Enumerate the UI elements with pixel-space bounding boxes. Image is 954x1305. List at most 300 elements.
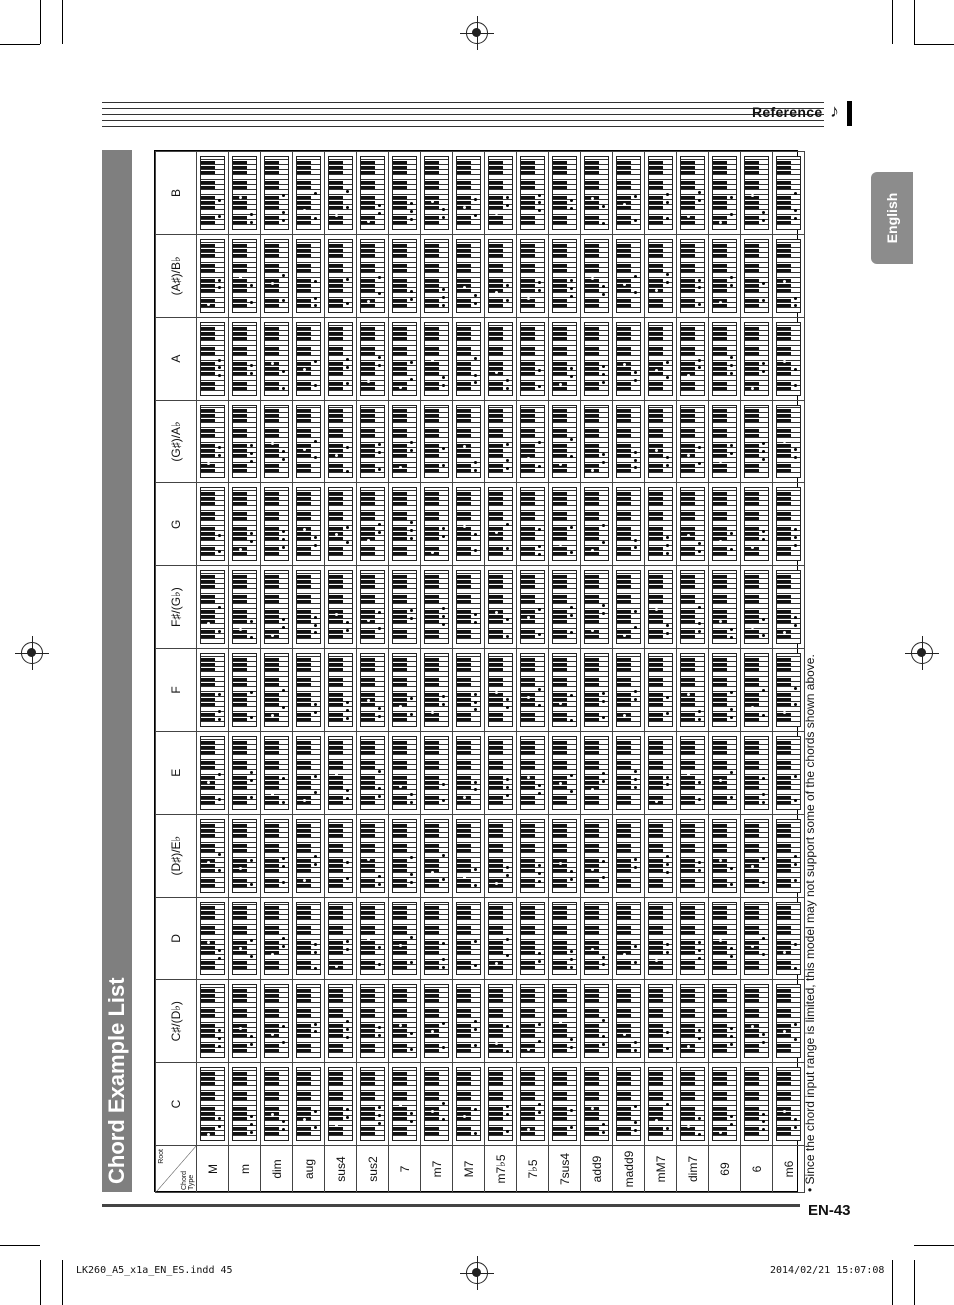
key-marker-icon <box>218 710 221 713</box>
chord-diagram-cell <box>677 897 709 980</box>
key-marker-icon <box>751 945 754 948</box>
chord-diagram-cell <box>773 483 805 566</box>
key-marker-icon <box>367 380 370 383</box>
key-marker-icon <box>506 1113 509 1116</box>
key-marker-icon <box>559 782 562 785</box>
key-marker-icon <box>346 470 349 473</box>
key-marker-icon <box>623 203 626 206</box>
keyboard-diagram-icon <box>488 487 513 561</box>
key-marker-icon <box>794 855 797 858</box>
chord-diagram-cell <box>325 980 357 1063</box>
key-marker-icon <box>239 708 242 711</box>
keyboard-diagram-icon <box>584 819 609 893</box>
chord-diagram-cell <box>677 731 709 814</box>
key-marker-icon <box>239 867 242 870</box>
key-marker-icon <box>602 963 605 966</box>
keyboard-diagram-icon <box>648 736 673 810</box>
key-marker-icon <box>410 529 413 532</box>
chord-diagram-cell <box>549 1063 581 1146</box>
key-marker-icon <box>538 952 541 955</box>
keyboard-diagram-icon <box>232 653 257 727</box>
chord-diagram-cell <box>357 566 389 649</box>
key-marker-icon <box>410 298 413 301</box>
chord-diagram-cell <box>549 731 581 814</box>
key-marker-icon <box>666 376 669 379</box>
chord-diagram-cell <box>229 483 261 566</box>
crop-mark <box>914 1245 954 1246</box>
keyboard-diagram-icon <box>392 156 417 230</box>
key-marker-icon <box>314 631 317 634</box>
key-marker-icon <box>282 387 285 390</box>
chord-diagram-cell <box>645 897 677 980</box>
key-marker-icon <box>730 284 733 287</box>
key-marker-icon <box>442 1102 445 1105</box>
chord-diagram-cell <box>517 566 549 649</box>
crop-mark <box>0 1245 40 1246</box>
chord-diagram-cell <box>677 234 709 317</box>
key-marker-icon <box>495 962 498 965</box>
key-marker-icon <box>602 381 605 384</box>
key-marker-icon <box>730 947 733 950</box>
key-marker-icon <box>442 208 445 211</box>
chord-diagram-cell <box>325 400 357 483</box>
keyboard-diagram-icon <box>360 487 385 561</box>
key-marker-icon <box>623 714 626 717</box>
key-marker-icon <box>239 947 242 950</box>
keyboard-diagram-icon <box>584 1067 609 1141</box>
chord-diagram-cell <box>581 1063 613 1146</box>
keyboard-diagram-icon <box>360 736 385 810</box>
key-marker-icon <box>751 626 754 629</box>
key-marker-icon <box>378 468 381 471</box>
chord-type-label: m7 <box>421 1146 453 1193</box>
keyboard-diagram-icon <box>712 736 737 810</box>
keyboard-diagram-icon <box>456 239 481 313</box>
key-marker-icon <box>474 302 477 305</box>
keyboard-diagram-icon <box>616 570 641 644</box>
chord-diagram-cell <box>293 980 325 1063</box>
key-marker-icon <box>410 609 413 612</box>
chord-diagram-cell <box>293 400 325 483</box>
chord-diagram-cell <box>645 566 677 649</box>
keyboard-diagram-icon <box>232 984 257 1058</box>
key-marker-icon <box>218 366 221 369</box>
key-marker-icon <box>527 457 530 460</box>
keyboard-diagram-icon <box>360 405 385 479</box>
key-marker-icon <box>666 281 669 284</box>
key-marker-icon <box>271 793 274 796</box>
keyboard-diagram-icon <box>552 487 577 561</box>
chord-diagram-cell <box>709 649 741 732</box>
table-row <box>773 152 805 1193</box>
chord-diagram-cell <box>453 483 485 566</box>
chord-type-label: m6 <box>773 1146 805 1193</box>
key-marker-icon <box>794 1038 797 1041</box>
key-marker-icon <box>218 869 221 872</box>
key-marker-icon <box>634 451 637 454</box>
keyboard-diagram-icon <box>712 819 737 893</box>
chord-diagram-cell <box>645 649 677 732</box>
key-marker-icon <box>346 541 349 544</box>
key-marker-icon <box>634 195 637 198</box>
key-marker-icon <box>250 540 253 543</box>
keyboard-diagram-icon <box>264 156 289 230</box>
chord-diagram-cell <box>485 814 517 897</box>
key-marker-icon <box>762 1033 765 1036</box>
key-marker-icon <box>698 869 701 872</box>
key-marker-icon <box>378 1114 381 1117</box>
key-marker-icon <box>506 1130 509 1133</box>
key-marker-icon <box>474 214 477 217</box>
keyboard-diagram-icon <box>296 1067 321 1141</box>
key-marker-icon <box>410 856 413 859</box>
key-marker-icon <box>218 454 221 457</box>
keyboard-diagram-icon <box>328 405 353 479</box>
keyboard-diagram-icon <box>552 322 577 396</box>
key-marker-icon <box>218 798 221 801</box>
key-marker-icon <box>474 788 477 791</box>
key-marker-icon <box>378 715 381 718</box>
keyboard-diagram-icon <box>424 1067 449 1141</box>
key-marker-icon <box>410 936 413 939</box>
key-marker-icon <box>634 858 637 861</box>
key-marker-icon <box>762 857 765 860</box>
key-marker-icon <box>730 628 733 631</box>
keyboard-diagram-icon <box>744 239 769 313</box>
key-marker-icon <box>218 693 221 696</box>
chord-diagram-cell <box>357 317 389 400</box>
key-marker-icon <box>698 279 701 282</box>
keyboard-diagram-icon <box>360 239 385 313</box>
key-marker-icon <box>314 1030 317 1033</box>
keyboard-diagram-icon <box>424 322 449 396</box>
keyboard-diagram-icon <box>616 653 641 727</box>
key-marker-icon <box>442 607 445 610</box>
key-marker-icon <box>538 784 541 787</box>
keyboard-diagram-icon <box>200 239 225 313</box>
keyboard-diagram-icon <box>584 322 609 396</box>
keyboard-diagram-icon <box>488 736 513 810</box>
key-marker-icon <box>282 219 285 222</box>
key-marker-icon <box>431 871 434 874</box>
keyboard-diagram-icon <box>392 653 417 727</box>
key-marker-icon <box>442 304 445 307</box>
key-marker-icon <box>666 201 669 204</box>
keyboard-diagram-icon <box>584 902 609 976</box>
keyboard-diagram-icon <box>680 984 705 1058</box>
section-label: Reference <box>752 104 823 120</box>
key-marker-icon <box>218 279 221 282</box>
chord-diagram-cell <box>485 234 517 317</box>
chord-diagram-cell <box>517 649 549 732</box>
key-marker-icon <box>666 456 669 459</box>
key-marker-icon <box>538 792 541 795</box>
chord-diagram-cell <box>293 152 325 235</box>
chord-diagram-cell <box>293 731 325 814</box>
chord-diagram-cell <box>645 152 677 235</box>
chord-diagram-cell <box>229 400 261 483</box>
keyboard-diagram-icon <box>616 487 641 561</box>
key-marker-icon <box>730 1115 733 1118</box>
keyboard-diagram-icon <box>424 819 449 893</box>
crop-mark <box>892 0 893 44</box>
key-marker-icon <box>474 1020 477 1023</box>
chord-diagram-cell <box>517 483 549 566</box>
keyboard-diagram-icon <box>392 322 417 396</box>
keyboard-diagram-icon <box>744 570 769 644</box>
crop-mark <box>40 0 41 44</box>
key-marker-icon <box>346 278 349 281</box>
key-marker-icon <box>751 1025 754 1028</box>
chord-diagram-cell <box>613 1063 645 1146</box>
key-marker-icon <box>314 217 317 220</box>
key-marker-icon <box>378 1122 381 1125</box>
keyboard-diagram-icon <box>520 1067 545 1141</box>
key-marker-icon <box>218 1037 221 1040</box>
key-marker-icon <box>570 878 573 881</box>
chord-diagram-cell <box>709 152 741 235</box>
key-marker-icon <box>698 542 701 545</box>
key-marker-icon <box>730 444 733 447</box>
chord-diagram-cell <box>421 566 453 649</box>
keyboard-diagram-icon <box>584 984 609 1058</box>
keyboard-diagram-icon <box>648 487 673 561</box>
key-marker-icon <box>207 1133 210 1136</box>
footer-filename: LK260_A5_x1a_EN_ES.indd 45 <box>76 1265 233 1276</box>
key-marker-icon <box>602 956 605 959</box>
keyboard-diagram-icon <box>776 902 801 976</box>
keyboard-diagram-icon <box>328 653 353 727</box>
key-marker-icon <box>527 377 530 380</box>
chord-diagram-cell <box>261 814 293 897</box>
chord-diagram-cell <box>677 483 709 566</box>
keyboard-diagram-icon <box>488 819 513 893</box>
key-marker-icon <box>794 528 797 531</box>
key-marker-icon <box>250 1131 253 1134</box>
chord-diagram-cell <box>485 400 517 483</box>
key-marker-icon <box>250 796 253 799</box>
chord-diagram-cell <box>709 980 741 1063</box>
keyboard-diagram-icon <box>648 984 673 1058</box>
chord-diagram-cell <box>229 897 261 980</box>
chord-diagram-cell <box>613 152 645 235</box>
chord-diagram-cell <box>741 980 773 1063</box>
key-marker-icon <box>538 864 541 867</box>
chord-diagram-cell <box>453 317 485 400</box>
root-header: E <box>156 731 197 814</box>
chord-diagram-cell <box>421 980 453 1063</box>
key-marker-icon <box>218 1117 221 1120</box>
key-marker-icon <box>538 608 541 611</box>
key-marker-icon <box>367 1018 370 1021</box>
key-marker-icon <box>666 871 669 874</box>
key-marker-icon <box>698 630 701 633</box>
chord-type-label: 69 <box>709 1146 741 1193</box>
key-marker-icon <box>538 528 541 531</box>
root-header: F <box>156 649 197 732</box>
chord-diagram-cell <box>261 317 293 400</box>
key-marker-icon <box>207 622 210 625</box>
key-marker-icon <box>410 801 413 804</box>
chord-diagram-cell <box>389 1063 421 1146</box>
key-marker-icon <box>634 1049 637 1052</box>
key-marker-icon <box>666 536 669 539</box>
keyboard-diagram-icon <box>552 239 577 313</box>
key-marker-icon <box>730 548 733 551</box>
key-marker-icon <box>335 853 338 856</box>
keyboard-diagram-icon <box>488 156 513 230</box>
crop-mark <box>892 1260 893 1305</box>
key-marker-icon <box>399 705 402 708</box>
key-marker-icon <box>655 800 658 803</box>
key-marker-icon <box>655 959 658 962</box>
key-marker-icon <box>602 716 605 719</box>
key-marker-icon <box>378 795 381 798</box>
key-marker-icon <box>538 1103 541 1106</box>
chord-diagram-cell <box>581 483 613 566</box>
keyboard-diagram-icon <box>360 653 385 727</box>
key-marker-icon <box>730 372 733 375</box>
key-marker-icon <box>570 958 573 961</box>
key-marker-icon <box>634 1041 637 1044</box>
chord-diagram-cell <box>741 400 773 483</box>
key-marker-icon <box>410 449 413 452</box>
key-marker-icon <box>794 799 797 802</box>
key-marker-icon <box>410 1120 413 1123</box>
key-marker-icon <box>474 374 477 377</box>
keyboard-diagram-icon <box>680 487 705 561</box>
key-marker-icon <box>762 793 765 796</box>
key-marker-icon <box>570 1038 573 1041</box>
keyboard-diagram-icon <box>296 487 321 561</box>
key-marker-icon <box>602 692 605 695</box>
chord-diagram-cell <box>357 234 389 317</box>
keyboard-diagram-icon <box>776 570 801 644</box>
key-marker-icon <box>506 299 509 302</box>
keyboard-diagram-icon <box>552 653 577 727</box>
key-marker-icon <box>474 1044 477 1047</box>
key-marker-icon <box>431 200 434 203</box>
crop-mark <box>62 1260 63 1305</box>
key-marker-icon <box>570 694 573 697</box>
key-marker-icon <box>666 193 669 196</box>
key-marker-icon <box>762 458 765 461</box>
chord-type-label: m <box>229 1146 261 1193</box>
key-marker-icon <box>303 448 306 451</box>
keyboard-diagram-icon <box>712 322 737 396</box>
key-marker-icon <box>559 191 562 194</box>
key-marker-icon <box>655 369 658 372</box>
key-marker-icon <box>346 1116 349 1119</box>
chord-diagram-cell <box>197 483 229 566</box>
key-marker-icon <box>378 204 381 207</box>
key-marker-icon <box>794 544 797 547</box>
chord-diagram-cell <box>709 317 741 400</box>
chord-diagram-cell <box>261 152 293 235</box>
key-marker-icon <box>250 1123 253 1126</box>
chord-diagram-cell <box>421 400 453 483</box>
keyboard-diagram-icon <box>424 405 449 479</box>
chord-diagram-cell <box>677 980 709 1063</box>
key-marker-icon <box>527 935 530 938</box>
keyboard-diagram-icon <box>232 322 257 396</box>
key-marker-icon <box>751 706 754 709</box>
key-marker-icon <box>378 212 381 215</box>
keyboard-diagram-icon <box>328 239 353 313</box>
key-marker-icon <box>378 611 381 614</box>
key-marker-icon <box>442 384 445 387</box>
key-marker-icon <box>271 953 274 956</box>
key-marker-icon <box>506 379 509 382</box>
table-row <box>197 152 229 1193</box>
key-marker-icon <box>794 209 797 212</box>
key-marker-icon <box>250 364 253 367</box>
chord-diagram-cell <box>773 566 805 649</box>
root-header: C♯/(D♭) <box>156 980 197 1063</box>
key-marker-icon <box>655 608 658 611</box>
chord-diagram-cell <box>325 649 357 732</box>
keyboard-diagram-icon <box>296 902 321 976</box>
key-marker-icon <box>410 793 413 796</box>
key-marker-icon <box>410 1048 413 1051</box>
key-marker-icon <box>442 615 445 618</box>
key-marker-icon <box>399 274 402 277</box>
bottom-rule <box>102 1204 800 1207</box>
key-marker-icon <box>239 1027 242 1030</box>
key-marker-icon <box>250 939 253 942</box>
key-marker-icon <box>783 360 786 363</box>
key-marker-icon <box>442 527 445 530</box>
chord-diagram-cell <box>773 234 805 317</box>
key-marker-icon <box>442 703 445 706</box>
key-marker-icon <box>250 372 253 375</box>
key-marker-icon <box>335 454 338 457</box>
key-marker-icon <box>282 458 285 461</box>
key-marker-icon <box>655 1039 658 1042</box>
chord-diagram-cell <box>613 566 645 649</box>
key-marker-icon <box>698 798 701 801</box>
keyboard-diagram-icon <box>552 156 577 230</box>
key-marker-icon <box>207 941 210 944</box>
key-marker-icon <box>474 964 477 967</box>
keyboard-diagram-icon <box>200 984 225 1058</box>
key-marker-icon <box>698 462 701 465</box>
key-marker-icon <box>463 286 466 289</box>
key-marker-icon <box>730 196 733 199</box>
key-marker-icon <box>314 384 317 387</box>
chord-diagram-cell <box>677 1063 709 1146</box>
key-marker-icon <box>463 206 466 209</box>
chord-diagram-cell <box>517 897 549 980</box>
key-marker-icon <box>442 447 445 450</box>
chord-diagram-cell <box>293 814 325 897</box>
chord-diagram-cell <box>741 814 773 897</box>
key-marker-icon <box>282 1041 285 1044</box>
keyboard-diagram-icon <box>456 570 481 644</box>
key-marker-icon <box>527 1128 530 1131</box>
key-marker-icon <box>570 375 573 378</box>
chord-diagram-cell <box>325 814 357 897</box>
chord-diagram-cell <box>389 152 421 235</box>
key-marker-icon <box>378 531 381 534</box>
chord-diagram-cell <box>517 234 549 317</box>
key-marker-icon <box>218 630 221 633</box>
chord-diagram-cell <box>613 897 645 980</box>
chord-diagram-cell <box>485 317 517 400</box>
key-marker-icon <box>506 866 509 869</box>
crop-mark <box>914 0 915 44</box>
key-marker-icon <box>474 781 477 784</box>
